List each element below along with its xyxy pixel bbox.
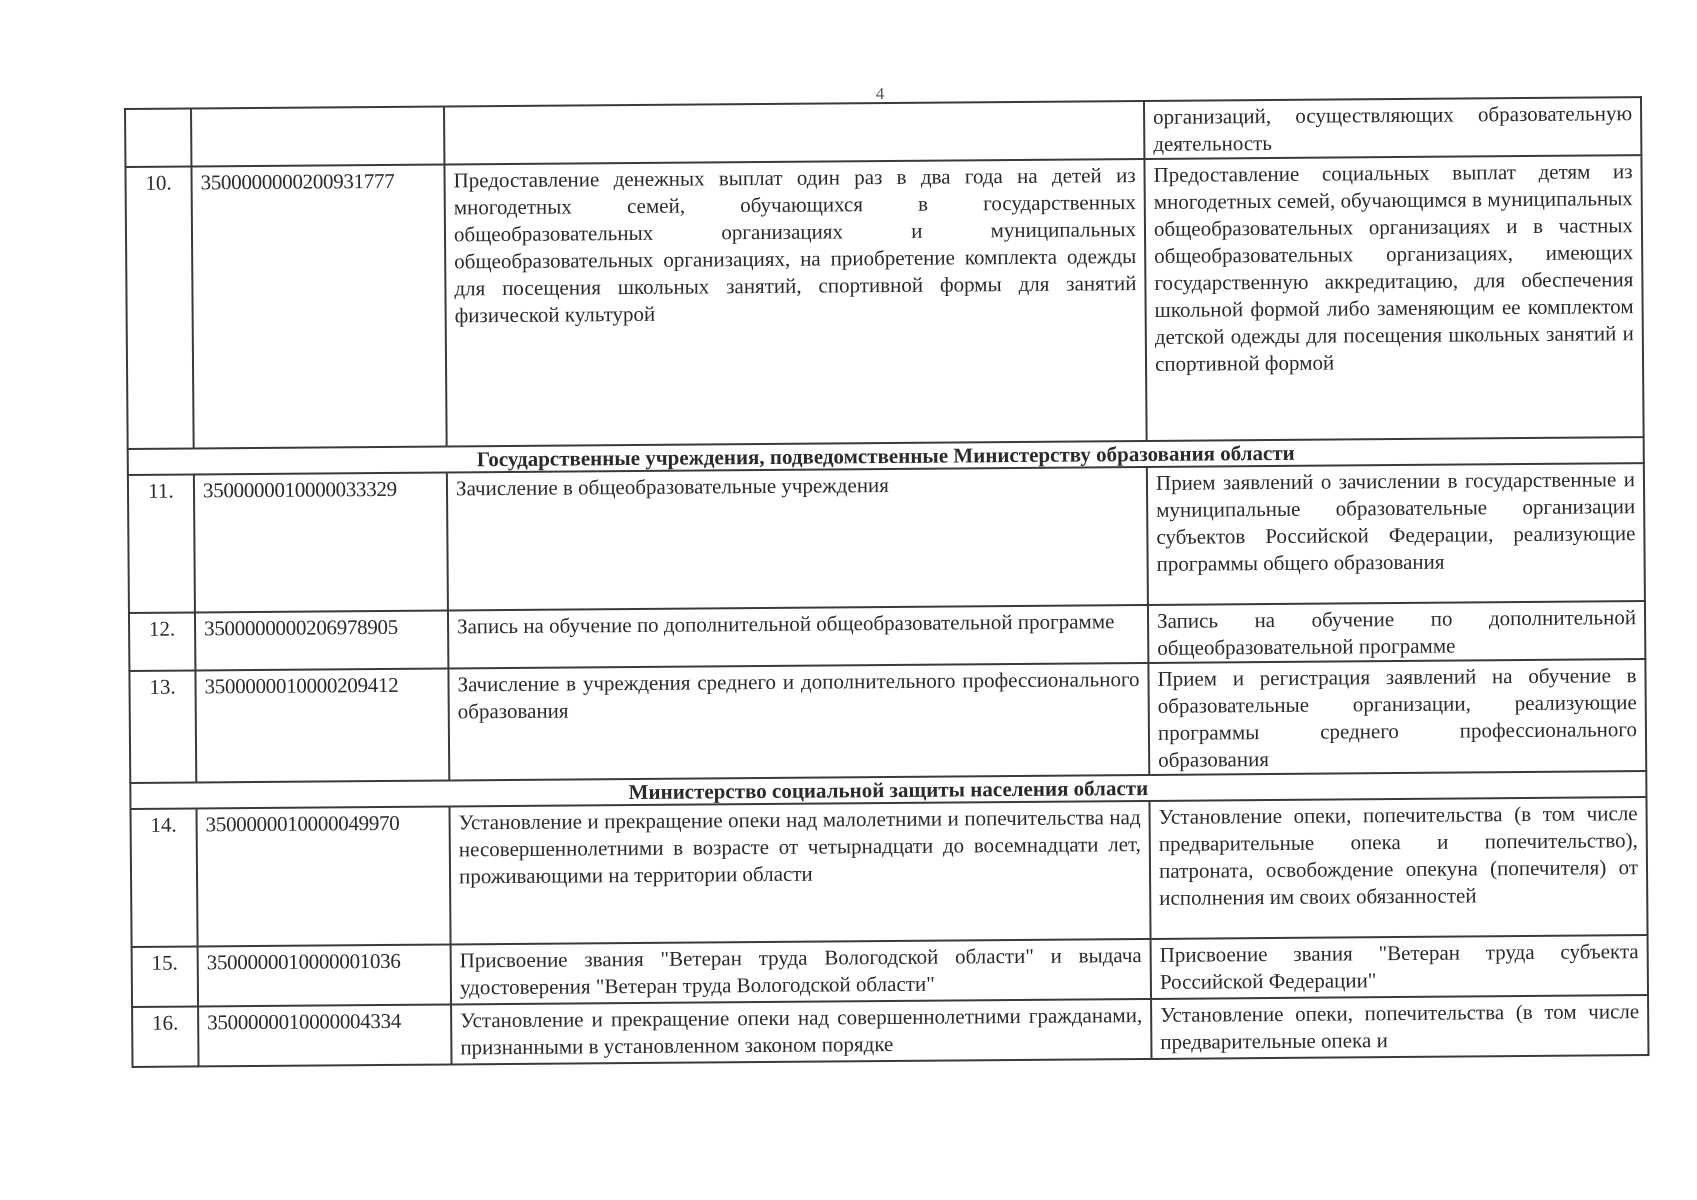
service-code-cell: 3500000000200931777 <box>191 164 446 448</box>
service-name-cell: Установление и прекращение опеки над совершеннолетними гражданами, признанными в установленном законом порядке <box>451 999 1151 1064</box>
standard-service-cell: Установление опеки, попечительства (в том числе предварительные опека и попечительство), патроната, освобождение опекуна (попечителя) от исполнения им своих обязанностей <box>1149 797 1647 939</box>
table-row <box>131 797 1648 947</box>
row-number-cell: 14. <box>131 808 198 947</box>
standard-service-cell: Предоставление социальных выплат детям из многодетных семей, обучающимся в муниципальных общеобразовательных организациях и в частных общеобразовательных организациях, имеющих государственную аккредитацию, для обеспечения школьной формой либо заменяющим ее комплектом детской одежды для посещения школьных занятий и спортивной формой <box>1144 155 1643 441</box>
service-name-cell: Установление и прекращение опеки над малолетними и попечительства над несовершеннолетними в возрасте от четырнадцати до восемнадцати лет, проживающими на территории области <box>449 801 1150 944</box>
service-code-cell: 3500000010000033329 <box>194 472 448 612</box>
row-number-cell: 15. <box>132 946 198 1007</box>
row-number-cell: 13. <box>129 670 196 783</box>
service-name-cell <box>444 101 1144 164</box>
row-number-cell: 11. <box>128 474 195 613</box>
page-number: 4 <box>875 84 885 103</box>
service-code-cell: 3500000010000049970 <box>197 806 451 946</box>
standard-service-cell: Установление опеки, попечительства (в том числе предварительные опека и <box>1151 995 1648 1059</box>
service-code-cell: 3500000010000001036 <box>198 944 451 1006</box>
table-row <box>128 463 1645 613</box>
standard-service-cell: Прием заявлений о зачислении в государственные и муниципальные образовательные организации субъектов Российской Федерации, реализующие программы общего образования <box>1147 463 1645 605</box>
row-number-cell: 16. <box>132 1006 198 1067</box>
service-name-cell: Присвоение звания "Ветеран труда Вологодской области" и выдача удостоверения "Ветеран труда Вологодской области" <box>451 939 1151 1004</box>
table-row <box>132 995 1648 1067</box>
service-code-cell <box>191 106 444 166</box>
standard-service-cell: организаций, осуществляющих образовательную деятельность <box>1144 97 1641 159</box>
table-row <box>125 155 1643 449</box>
row-number-cell <box>125 108 191 167</box>
table-row <box>129 659 1646 783</box>
standard-service-cell: Прием и регистрация заявлений на обучение в образовательные организации, реализующие программы среднего профессионального образования <box>1148 659 1646 775</box>
document-sheet <box>124 96 1647 1068</box>
service-code-cell: 3500000010000209412 <box>195 668 449 782</box>
service-code-cell: 3500000010000004334 <box>198 1004 451 1066</box>
row-number-cell: 12. <box>129 612 195 671</box>
section-title: Государственные учреждения, подведомственные Министерству образования области <box>128 437 1644 475</box>
section-title: Министерство социальной защиты населения области <box>130 771 1646 809</box>
service-name-cell: Предоставление денежных выплат один раз в два года на детей из многодетных семей, обучающихся в государственных общеобразовательных организациях и муниципальных общеобразовательных организациях, на приобретение комплекта одежды для посещения школьных занятий, спортивной формы для занятий физической культурой <box>444 159 1146 446</box>
service-code-cell: 3500000000206978905 <box>195 610 448 670</box>
standard-service-cell: Запись на обучение по дополнительной общеобразовательной программе <box>1148 601 1645 663</box>
service-name-cell: Зачисление в общеобразовательные учреждения <box>447 467 1148 610</box>
standard-service-cell: Присвоение звания "Ветеран труда субъекта Российской Федерации" <box>1151 935 1648 999</box>
services-table <box>124 96 1649 1068</box>
service-name-cell: Зачисление в учреждения среднего и дополнительного профессионального образования <box>448 663 1149 780</box>
service-name-cell: Запись на обучение по дополнительной общеобразовательной программе <box>448 605 1148 668</box>
row-number-cell: 10. <box>125 166 193 449</box>
